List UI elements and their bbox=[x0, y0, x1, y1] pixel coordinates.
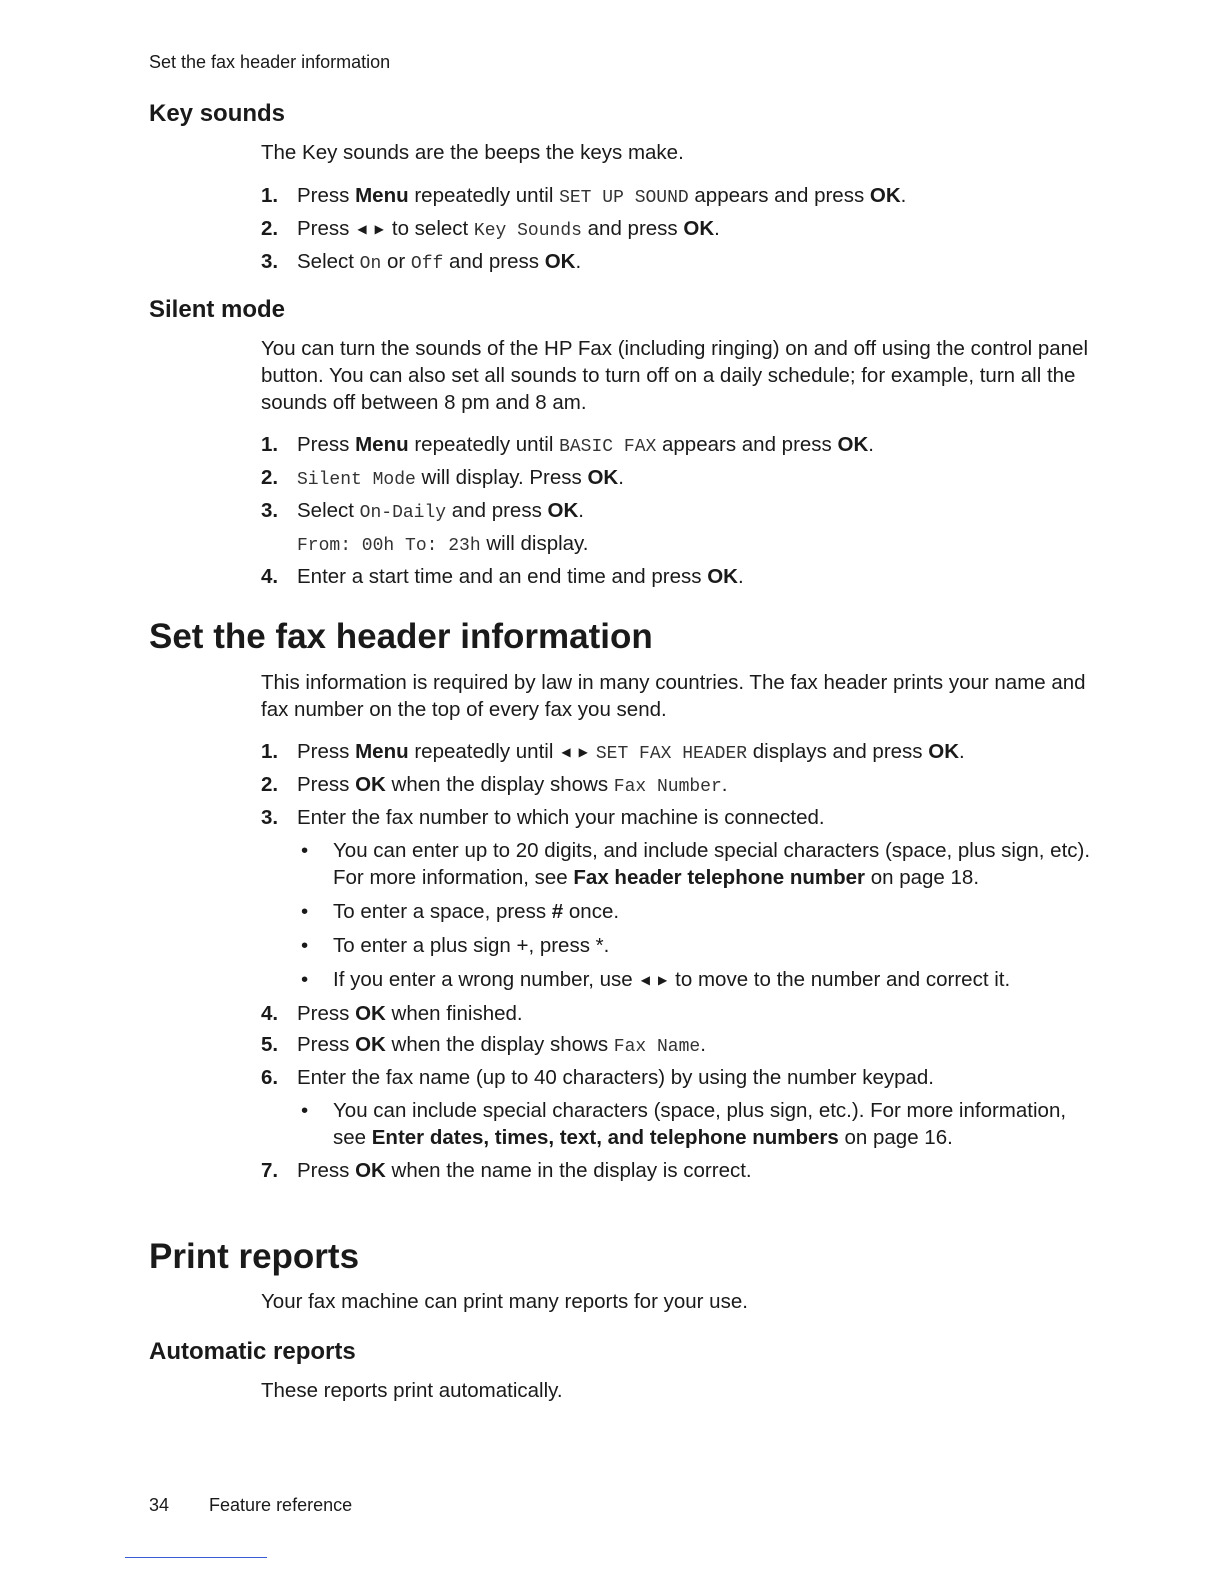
fax-header-heading: Set the fax header information bbox=[149, 617, 653, 656]
bullet-text: You can include special characters (space, plus sign, etc.). For more information, see bbox=[333, 1099, 1067, 1149]
step-text: when the display shows bbox=[385, 1033, 614, 1056]
print-reports-heading: Print reports bbox=[149, 1237, 360, 1276]
display-text: From: 00h To: 23h bbox=[297, 536, 481, 556]
ok-key-label: OK bbox=[355, 1033, 386, 1056]
step-text: . bbox=[900, 184, 907, 207]
bullet-text: on page 16. bbox=[838, 1126, 953, 1149]
print-reports-intro: Your fax machine can print many reports for your use. bbox=[261, 1290, 748, 1313]
display-text: Fax Number bbox=[613, 777, 722, 797]
display-text: Silent Mode bbox=[297, 470, 416, 490]
cross-reference-link[interactable]: Fax header telephone number bbox=[573, 866, 866, 889]
step-text: Press bbox=[297, 1159, 356, 1182]
page-footer bbox=[149, 1495, 352, 1516]
step-text: Enter the fax number to which your machine is connected. bbox=[297, 806, 825, 829]
step-number: 3. bbox=[261, 250, 279, 273]
list-item bbox=[261, 249, 1101, 277]
bullet-text: If you enter a wrong number, use bbox=[333, 968, 633, 991]
right-arrow-icon: ▶ bbox=[374, 222, 384, 236]
left-arrow-icon: ◀ bbox=[357, 222, 367, 236]
list-item-continuation bbox=[261, 531, 1101, 559]
key-sounds-heading: Key sounds bbox=[149, 100, 286, 127]
bullet-item bbox=[297, 932, 1101, 959]
right-arrow-icon: ▶ bbox=[657, 973, 668, 987]
bullet-item bbox=[297, 966, 1101, 994]
automatic-reports-intro: These reports print automatically. bbox=[261, 1379, 563, 1402]
bullet-item bbox=[297, 1097, 1101, 1151]
footer-divider bbox=[125, 1557, 267, 1558]
bullet-icon: • bbox=[301, 968, 309, 991]
menu-key-label: Menu bbox=[355, 184, 409, 207]
silent-mode-heading: Silent mode bbox=[149, 296, 286, 323]
ok-key-label: OK bbox=[355, 1002, 386, 1025]
step-number: 1. bbox=[261, 184, 279, 207]
right-arrow-icon: ▶ bbox=[578, 745, 588, 759]
step-number: 3. bbox=[261, 806, 279, 829]
ok-key-label: OK bbox=[547, 499, 579, 522]
step-text: . bbox=[868, 433, 874, 456]
step-text: repeatedly until bbox=[408, 184, 560, 207]
menu-key-label: Menu bbox=[355, 433, 409, 456]
running-head: Set the fax header information bbox=[149, 52, 391, 72]
step-text: to select bbox=[391, 217, 474, 240]
step-number: 2. bbox=[261, 466, 279, 489]
display-text: SET UP SOUND bbox=[559, 188, 689, 208]
list-item bbox=[261, 183, 1101, 211]
display-text: On-Daily bbox=[359, 503, 447, 523]
step-number: 4. bbox=[261, 1002, 279, 1025]
ok-key-label: OK bbox=[869, 184, 901, 207]
step-number: 1. bbox=[261, 740, 279, 763]
key-sounds-intro: The Key sounds are the beeps the keys make. bbox=[261, 141, 684, 164]
step-number: 3. bbox=[261, 499, 279, 522]
list-item bbox=[261, 805, 1101, 994]
list-item bbox=[261, 1001, 1101, 1027]
step-number: 4. bbox=[261, 565, 279, 588]
ok-key-label: OK bbox=[355, 1159, 386, 1182]
step-text: will display. bbox=[480, 532, 589, 555]
ok-key-label: OK bbox=[837, 433, 869, 456]
bullet-icon: • bbox=[301, 934, 309, 957]
step-text: . bbox=[700, 1033, 706, 1056]
step-6-bullets bbox=[297, 1097, 1101, 1151]
step-text: or bbox=[381, 250, 411, 273]
step-text: appears and press bbox=[656, 433, 838, 456]
display-text: Key Sounds bbox=[473, 221, 582, 241]
step-text: Enter the fax name (up to 40 characters) by using the number keypad. bbox=[297, 1066, 934, 1089]
fax-header-intro: This information is required by law in many countries. The fax header prints your name and fax number on the top of every fax you send. bbox=[261, 671, 1086, 721]
step-text: . bbox=[578, 499, 584, 522]
bullet-text: To enter a plus sign +, press *. bbox=[333, 934, 610, 957]
list-item bbox=[261, 739, 1101, 767]
footer-label: Feature reference bbox=[209, 1495, 353, 1515]
step-text: Press bbox=[297, 433, 356, 456]
fax-header-steps bbox=[261, 739, 1101, 1189]
step-text: . bbox=[618, 466, 624, 489]
bullet-icon: • bbox=[301, 1099, 309, 1122]
list-item bbox=[261, 1158, 1101, 1184]
step-text: Press bbox=[297, 740, 356, 763]
list-item bbox=[261, 564, 1101, 590]
left-arrow-icon: ◀ bbox=[561, 745, 571, 759]
step-text: appears and press bbox=[688, 184, 870, 207]
ok-key-label: OK bbox=[544, 250, 576, 273]
ok-key-label: OK bbox=[683, 217, 715, 240]
ok-key-label: OK bbox=[928, 740, 960, 763]
silent-mode-steps bbox=[261, 432, 1101, 595]
step-text: repeatedly until bbox=[408, 740, 554, 763]
step-number: 6. bbox=[261, 1066, 279, 1089]
list-item bbox=[261, 465, 1101, 493]
cross-reference-link[interactable]: Enter dates, times, text, and telephone numbers bbox=[371, 1126, 839, 1149]
step-text: when finished. bbox=[385, 1002, 523, 1025]
bullet-icon: • bbox=[301, 900, 309, 923]
display-text: Fax Name bbox=[613, 1037, 701, 1057]
step-3-bullets bbox=[297, 837, 1101, 994]
step-number: 7. bbox=[261, 1159, 279, 1182]
step-text: when the name in the display is correct. bbox=[385, 1159, 752, 1182]
step-text: repeatedly until bbox=[408, 433, 560, 456]
step-number: 2. bbox=[261, 217, 279, 240]
list-item bbox=[261, 772, 1101, 800]
left-arrow-icon: ◀ bbox=[640, 973, 650, 987]
menu-key-label: Menu bbox=[355, 740, 409, 763]
bullet-text: once. bbox=[563, 900, 620, 923]
ok-key-label: OK bbox=[355, 773, 386, 796]
step-text: and press bbox=[581, 217, 684, 240]
step-text: Press bbox=[297, 773, 356, 796]
step-text: . bbox=[959, 740, 965, 763]
step-text: Enter a start time and an end time and press bbox=[297, 565, 708, 588]
step-text: will display. Press bbox=[415, 466, 588, 489]
list-item bbox=[261, 1032, 1101, 1060]
step-text: . bbox=[721, 773, 728, 796]
step-number: 5. bbox=[261, 1033, 279, 1056]
step-number: 2. bbox=[261, 773, 279, 796]
ok-key-label: OK bbox=[587, 466, 619, 489]
step-number: 1. bbox=[261, 433, 279, 456]
step-text: and press bbox=[446, 499, 548, 522]
hash-key-label: # bbox=[551, 900, 564, 923]
step-text: Press bbox=[297, 1002, 356, 1025]
bullet-text: You can enter up to 20 digits, and include special characters (space, plus sign, etc). For more information, see bbox=[333, 839, 1091, 889]
list-item bbox=[261, 216, 1101, 244]
key-sounds-steps bbox=[261, 183, 1101, 282]
step-text: . bbox=[714, 217, 720, 240]
bullet-item bbox=[297, 898, 1101, 925]
step-text: Press bbox=[297, 1033, 356, 1056]
display-text: BASIC FAX bbox=[559, 437, 657, 457]
silent-mode-intro: You can turn the sounds of the HP Fax (including ringing) on and off using the control panel button. You can also set all sounds to turn off on a daily schedule; for example, turn all the sounds off between 8 pm and 8 am. bbox=[261, 337, 1089, 414]
step-text: displays and press bbox=[747, 740, 929, 763]
display-text: On bbox=[359, 254, 382, 274]
automatic-reports-heading: Automatic reports bbox=[149, 1338, 356, 1365]
step-text: Press bbox=[297, 184, 356, 207]
bullet-item bbox=[297, 837, 1101, 891]
step-text: when the display shows bbox=[385, 773, 614, 796]
step-text: Select bbox=[297, 250, 360, 273]
step-text: Press bbox=[297, 217, 350, 240]
step-text: Select bbox=[297, 499, 360, 522]
bullet-text: To enter a space, press bbox=[333, 900, 552, 923]
list-item bbox=[261, 498, 1101, 526]
step-text: . bbox=[737, 565, 744, 588]
bullet-text: on page 18. bbox=[865, 866, 980, 889]
step-text: . bbox=[575, 250, 582, 273]
display-text: SET FAX HEADER bbox=[595, 744, 748, 764]
step-text: and press bbox=[443, 250, 545, 273]
bullet-text: to move to the number and correct it. bbox=[675, 968, 1011, 991]
page-number: 34 bbox=[149, 1495, 170, 1515]
display-text: Off bbox=[410, 254, 444, 274]
ok-key-label: OK bbox=[707, 565, 738, 588]
list-item bbox=[261, 432, 1101, 460]
list-item bbox=[261, 1065, 1101, 1151]
bullet-icon: • bbox=[301, 839, 309, 862]
